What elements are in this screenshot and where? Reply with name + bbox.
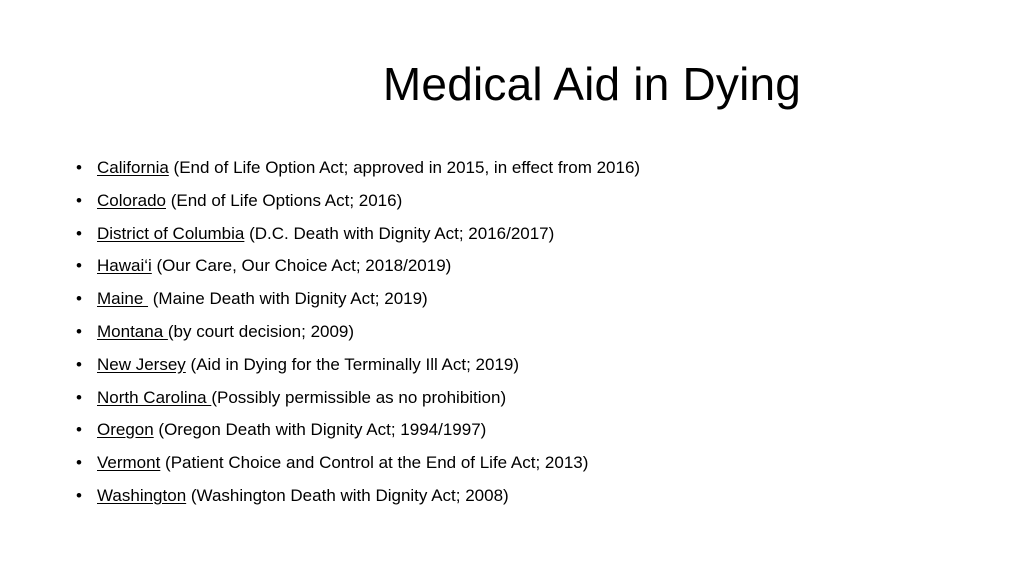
bullet-icon: • (76, 190, 82, 210)
bullet-icon: • (76, 453, 82, 473)
bullet-icon: • (76, 321, 82, 341)
state-link-north-carolina[interactable]: North Carolina (97, 387, 212, 407)
state-link-hawaii[interactable]: Hawai‘i (97, 256, 152, 276)
item-detail: (End of Life Options Act; 2016) (166, 190, 403, 210)
bullet-icon: • (76, 289, 82, 309)
state-link-new-jersey[interactable]: New Jersey (97, 354, 186, 374)
bullet-icon: • (76, 387, 82, 407)
list-item (76, 316, 640, 349)
state-link-colorado[interactable]: Colorado (97, 190, 166, 210)
item-detail: (Aid in Dying for the Terminally Ill Act; 2019) (185, 354, 520, 374)
state-link-washington[interactable]: Washington (97, 485, 187, 505)
state-link-maine[interactable]: Maine (97, 289, 149, 309)
list-item (76, 152, 640, 185)
item-detail: (by court decision; 2009) (167, 321, 355, 341)
item-detail: (Maine Death with Dignity Act; 2019) (148, 289, 428, 309)
list-item (76, 218, 640, 251)
list-item (76, 382, 640, 415)
item-detail: (Oregon Death with Dignity Act; 1994/1997) (153, 420, 487, 440)
list-item (76, 283, 640, 316)
bullet-icon: • (76, 354, 82, 374)
state-link-montana[interactable]: Montana (97, 321, 168, 341)
state-link-oregon[interactable]: Oregon (97, 420, 154, 440)
bullet-icon: • (76, 158, 82, 177)
bullet-icon: • (76, 223, 82, 243)
state-link-district-of-columbia[interactable]: District of Columbia (97, 223, 245, 243)
list-item (76, 414, 640, 447)
item-detail: (D.C. Death with Dignity Act; 2016/2017) (244, 223, 555, 243)
item-detail: (Possibly permissible as no prohibition) (211, 387, 507, 407)
item-detail: (Patient Choice and Control at the End of Life Act; 2013) (160, 453, 589, 473)
state-link-vermont[interactable]: Vermont (97, 453, 161, 473)
list-item (76, 480, 640, 513)
bullet-list (76, 152, 640, 513)
list-item (76, 250, 640, 283)
list-item (76, 349, 640, 382)
item-detail: (End of Life Option Act; approved in 2015, in effect from 2016) (168, 158, 641, 177)
item-detail: (Our Care, Our Choice Act; 2018/2019) (151, 256, 452, 276)
bullet-icon: • (76, 485, 82, 505)
list-item (76, 447, 640, 480)
list-item (76, 185, 640, 218)
bullet-icon: • (76, 256, 82, 276)
slide-title: Medical Aid in Dying (382, 58, 802, 110)
state-link-california[interactable]: California (97, 158, 169, 177)
bullet-icon: • (76, 420, 82, 440)
item-detail: (Washington Death with Dignity Act; 2008) (186, 485, 509, 505)
